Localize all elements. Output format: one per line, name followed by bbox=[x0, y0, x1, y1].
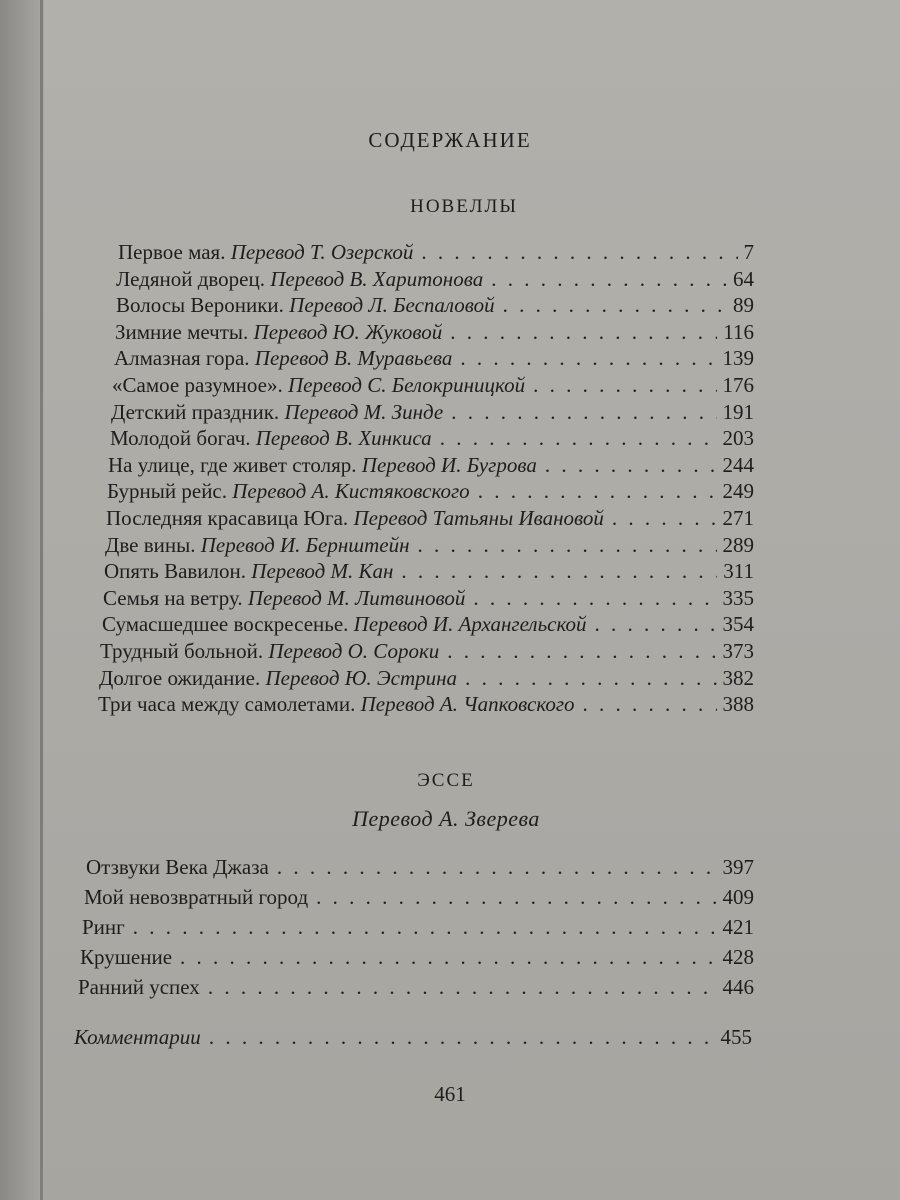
entry-page: 271 bbox=[722, 506, 754, 530]
leader-dots bbox=[201, 1025, 715, 1050]
entry-title: Ледяной дворец. bbox=[116, 266, 265, 291]
entry-page: 311 bbox=[723, 559, 754, 584]
page-number: 461 bbox=[434, 1082, 466, 1106]
entry-translator: Перевод И. Бугрова bbox=[361, 452, 537, 477]
entry-page: 397 bbox=[722, 855, 754, 879]
entry-page: 354 bbox=[722, 612, 754, 637]
entry-title: Бурный рейс. bbox=[107, 479, 228, 504]
entry-title: Последняя красавица Юга. bbox=[106, 506, 349, 530]
entry-title: Молодой богач. bbox=[110, 426, 251, 451]
entry-page: 409 bbox=[722, 885, 754, 909]
entry-page: 116 bbox=[723, 319, 754, 344]
essays-translator: Перевод А. Зверева bbox=[352, 806, 540, 831]
entry-translator: Перевод С. Белокриницкой bbox=[287, 373, 526, 397]
entry-page: 421 bbox=[722, 915, 754, 939]
entry-translator: Перевод В. Муравьева bbox=[254, 346, 453, 371]
entry-title: Первое мая. bbox=[118, 240, 226, 264]
entry-title: Мой невозвратный город bbox=[84, 885, 309, 909]
entry-translator: Перевод М. Зинде bbox=[284, 399, 444, 424]
entry-translator: Перевод В. Хинкиса bbox=[255, 426, 432, 451]
entry-page: 373 bbox=[722, 639, 754, 663]
entry-page: 289 bbox=[722, 532, 754, 557]
entry-title: Две вины. bbox=[105, 532, 196, 557]
essays-heading: ЭССЕ bbox=[417, 770, 475, 791]
entry-translator: Перевод И. Бернштейн bbox=[200, 532, 410, 557]
entry-title: На улице, где живет столяр. bbox=[108, 452, 357, 477]
entry-title: Отзвуки Века Джаза bbox=[86, 855, 269, 879]
entry-title: «Самое разумное». bbox=[112, 373, 283, 397]
entry-translator: Перевод А. Кистяковского bbox=[232, 479, 470, 504]
entry-translator: Перевод Ю. Эстрина bbox=[265, 665, 458, 690]
entry-title: Семья на ветру. bbox=[103, 585, 243, 610]
entry-title: Опять Вавилон. bbox=[104, 559, 247, 584]
entry-title: Долгое ожидание. bbox=[99, 665, 261, 690]
entry-title: Трудный больной. bbox=[100, 639, 264, 663]
entry-translator: Перевод М. Кан bbox=[251, 559, 394, 584]
entry-page: 176 bbox=[722, 373, 754, 397]
entry-translator: Перевод М. Литвиновой bbox=[247, 585, 466, 610]
entry-page: 455 bbox=[720, 1025, 752, 1049]
entry-title: Ранний успех bbox=[78, 975, 200, 999]
entry-title: Зимние мечты. bbox=[115, 319, 249, 344]
entry-translator: Перевод И. Архангельской bbox=[353, 612, 587, 637]
entry-title: Ринг bbox=[82, 915, 125, 939]
entry-page: 191 bbox=[722, 399, 754, 424]
entry-page: 382 bbox=[722, 665, 754, 690]
entry-translator: Перевод Л. Беспаловой bbox=[289, 293, 495, 318]
entry-page: 249 bbox=[722, 479, 754, 504]
contents-title: СОДЕРЖАНИЕ bbox=[368, 128, 532, 152]
entry-text bbox=[74, 1025, 201, 1050]
entry-page: 244 bbox=[722, 452, 754, 477]
entry-title: Волосы Вероники. bbox=[116, 293, 284, 318]
entry-translator: Перевод В. Харитонова bbox=[270, 266, 484, 291]
entry-page: 335 bbox=[722, 585, 754, 610]
entry-page: 388 bbox=[722, 692, 754, 717]
entry-title: Алмазная гора. bbox=[114, 346, 250, 371]
commentary-entry bbox=[74, 1025, 752, 1055]
entry-title: Три часа между самолетами. bbox=[98, 692, 356, 717]
entry-page: 7 bbox=[743, 240, 754, 264]
novellas-heading: НОВЕЛЛЫ bbox=[410, 196, 518, 217]
entry-page: 428 bbox=[722, 945, 754, 969]
entry-page: 89 bbox=[733, 293, 754, 318]
entry-translator: Перевод Ю. Жуковой bbox=[253, 319, 443, 344]
entry-title: Детский праздник. bbox=[111, 399, 280, 424]
entry-translator: Перевод Т. Озерской bbox=[230, 240, 414, 264]
entry-page: 139 bbox=[722, 346, 754, 371]
entry-title: Комментарии bbox=[74, 1025, 201, 1049]
entry-page: 64 bbox=[733, 266, 754, 291]
entry-title: Сумасшедшее воскресенье. bbox=[102, 612, 349, 637]
entry-translator: Перевод А. Чапковского bbox=[360, 692, 575, 717]
entry-translator: Перевод О. Сороки bbox=[268, 639, 440, 663]
entry-translator: Перевод Татьяны Ивановой bbox=[353, 506, 604, 530]
entry-title: Крушение bbox=[80, 945, 173, 969]
entry-page: 446 bbox=[722, 975, 754, 999]
entry-page: 203 bbox=[722, 426, 754, 451]
